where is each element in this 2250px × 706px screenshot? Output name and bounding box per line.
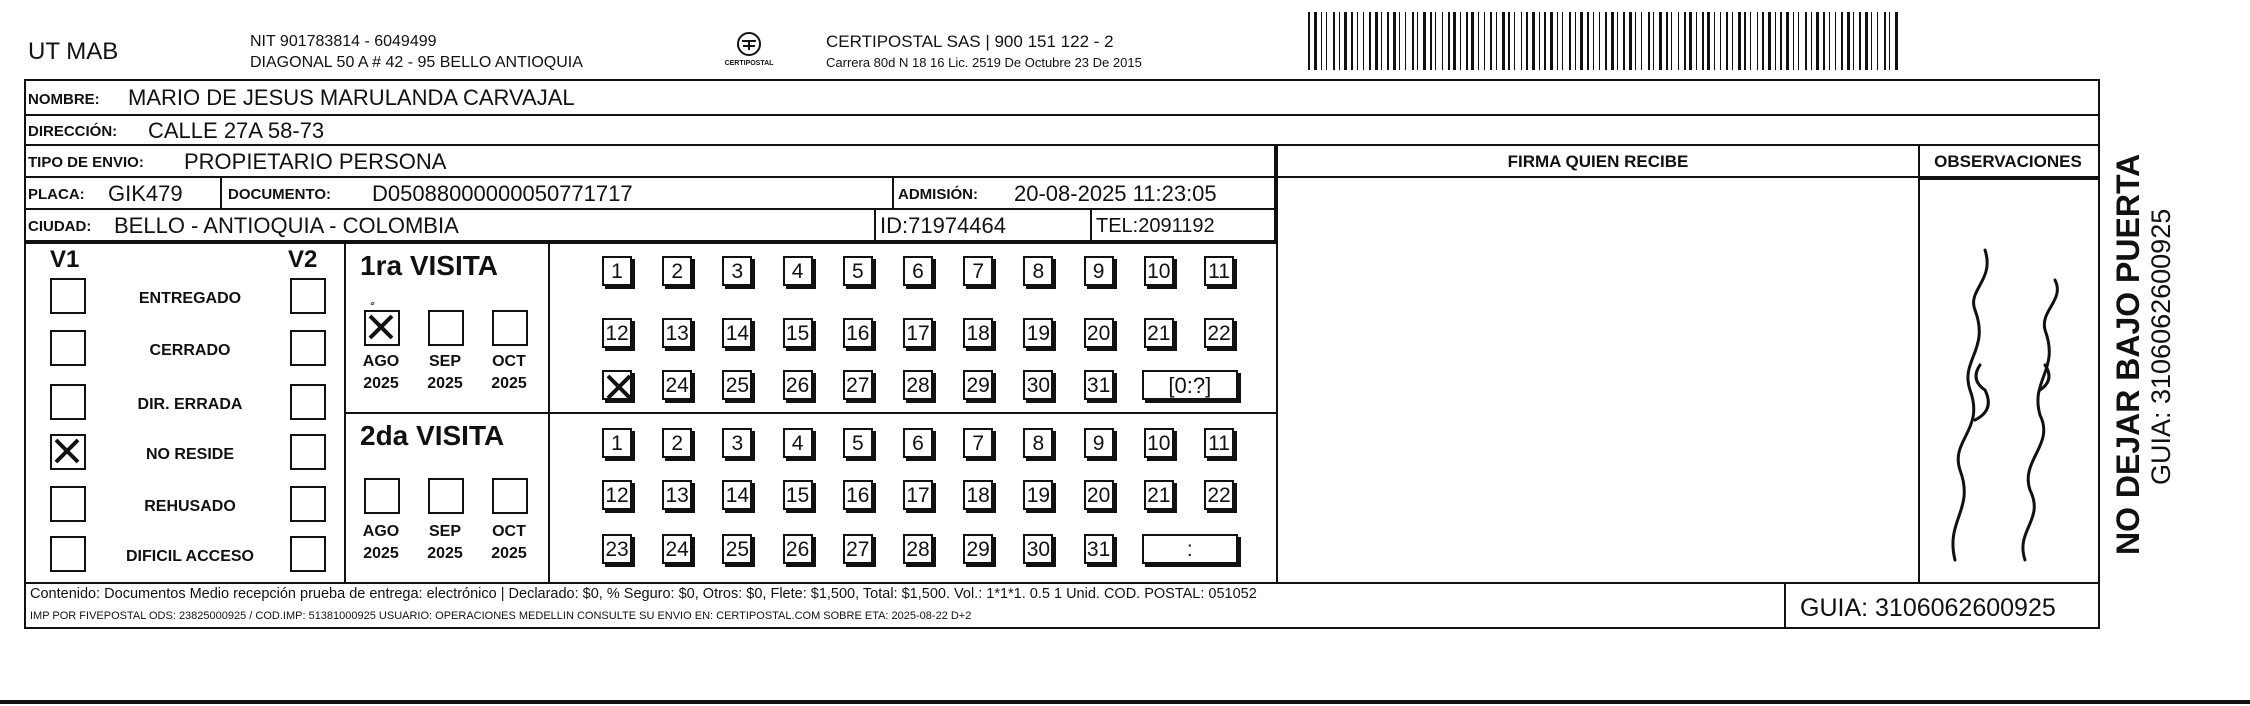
v2-header: V2	[288, 246, 318, 273]
status-label-1: ENTREGADO	[138, 290, 242, 307]
visit1-day-14[interactable]: 14	[722, 318, 752, 348]
visit2-day-30[interactable]: 30	[1023, 534, 1053, 564]
signature-header: FIRMA QUIEN RECIBE	[1507, 152, 1689, 171]
visit1-day-12[interactable]: 12	[602, 318, 632, 348]
recipient-tel: TEL:2091192	[1096, 215, 1215, 237]
visit1-title: 1ra VISITA	[360, 250, 498, 281]
name-row: NOMBRE: MARIO DE JESUS MARULANDA CARVAJAL	[24, 81, 2100, 116]
v2-checkbox-6[interactable]	[290, 536, 326, 572]
visit2-month-year-sep: 2025	[427, 545, 463, 562]
city: BELLO - ANTIOQUIA - COLOMBIA	[114, 213, 459, 238]
send-type-row: TIPO DE ENVIO: PROPIETARIO PERSONA	[24, 146, 1276, 178]
visit2-month-box-sep[interactable]	[428, 478, 464, 514]
visit1-day-17[interactable]: 17	[903, 318, 933, 348]
visit2-day-1[interactable]: 1	[602, 428, 632, 458]
visit2-day-17[interactable]: 17	[903, 480, 933, 510]
visit1-day-4[interactable]: 4	[783, 256, 813, 286]
status-label-5: REHUSADO	[144, 498, 236, 515]
visit1-day-24[interactable]: 24	[662, 370, 692, 400]
visit1-tick-mark: 𝅗	[370, 292, 376, 309]
v1-checkbox-5[interactable]	[50, 486, 86, 522]
company-name: UT MAB	[28, 38, 119, 65]
visit2-title: 2da VISITA	[360, 420, 505, 451]
visit2-day-16[interactable]: 16	[843, 480, 873, 510]
visit1-day-28[interactable]: 28	[903, 370, 933, 400]
side-notice: NO DEJAR BAJO PUERTA	[2110, 153, 2146, 555]
visit2-day-27[interactable]: 27	[843, 534, 873, 564]
visit1-day-22[interactable]: 22	[1204, 318, 1234, 348]
v1-header: V1	[50, 246, 80, 273]
observations-header: OBSERVACIONES	[1934, 152, 2082, 171]
footer-system: IMP POR FIVEPOSTAL ODS: 23825000925 / COD.IMP: 51381000925 USUARIO: OPERACIONES MEDELLIN CONSULTE SU ENVIO EN: CERTIPOSTAL.COM SOBRE ETA: 2025-08-22 D+2	[30, 610, 972, 622]
visit1-day-8[interactable]: 8	[1023, 256, 1053, 286]
visit1-day-19[interactable]: 19	[1023, 318, 1053, 348]
visit2-day-6[interactable]: 6	[903, 428, 933, 458]
visit1-month-label-oct: OCT	[492, 353, 526, 370]
visit1-day-29[interactable]: 29	[963, 370, 993, 400]
visit1-day-13[interactable]: 13	[662, 318, 692, 348]
visit1-month-box-ago[interactable]	[364, 310, 400, 346]
visit1-day-9[interactable]: 9	[1084, 256, 1114, 286]
visit1-day-23[interactable]	[602, 370, 632, 400]
visit2-month-year-ago: 2025	[363, 545, 399, 562]
company-nit: NIT 901783814 - 6049499	[250, 33, 437, 50]
carrier-name: CERTIPOSTAL SAS | 900 151 122 - 2	[826, 32, 1114, 51]
page-bottom-border	[0, 700, 2250, 704]
visit1-day-1[interactable]: 1	[602, 256, 632, 286]
visit1-day-25[interactable]: 25	[722, 370, 752, 400]
visit2-day-10[interactable]: 10	[1144, 428, 1174, 458]
plate: GIK479	[108, 181, 183, 206]
footer-content: Contenido: Documentos Medio recepción prueba de entrega: electrónico | Declarado: $0, % Seguro: $0, Otros: $0, Flete: $1,500, Total: $1,500. Vol.: 1*1*1. 0.5 1 Unid. COD. POSTAL: 051052	[30, 586, 1257, 602]
visit2-day-12[interactable]: 12	[602, 480, 632, 510]
status-label-3: DIR. ERRADA	[137, 396, 243, 413]
visit1-day-11[interactable]: 11	[1204, 256, 1234, 286]
visit2-day-22[interactable]: 22	[1204, 480, 1234, 510]
visit2-month-box-oct[interactable]	[492, 478, 528, 514]
visit2-day-15[interactable]: 15	[783, 480, 813, 510]
visit1-day-10[interactable]: 10	[1144, 256, 1174, 286]
carrier-address: Carrera 80d N 18 16 Lic. 2519 De Octubre 23 De 2015	[826, 55, 1142, 70]
visit2-day-23[interactable]: 23	[602, 534, 632, 564]
plate-row: PLACA: GIK479 DOCUMENTO: D05088000000050771717 ADMISIÓN: 20-08-2025 11:23:05	[24, 178, 1276, 210]
footer-guia: GUIA: 3106062600925	[1800, 594, 2056, 622]
visit2-day-20[interactable]: 20	[1084, 480, 1114, 510]
visit1-day-5[interactable]: 5	[843, 256, 873, 286]
address-row: DIRECCIÓN: CALLE 27A 58-73	[24, 116, 2100, 146]
visit2-day-29[interactable]: 29	[963, 534, 993, 564]
visit1-month-label-sep: SEP	[428, 353, 461, 370]
visit2-day-8[interactable]: 8	[1023, 428, 1053, 458]
visit1-time-box[interactable]: [0:?]	[1142, 370, 1238, 400]
visit1-day-21[interactable]: 21	[1144, 318, 1174, 348]
visit1-day-16[interactable]: 16	[843, 318, 873, 348]
v1-checkbox-3[interactable]	[50, 384, 86, 420]
visit2-month-label-sep: SEP	[428, 523, 461, 540]
handwritten-observation	[1915, 220, 2095, 580]
visit2-day-14[interactable]: 14	[722, 480, 752, 510]
v1-checkbox-4[interactable]	[50, 434, 86, 470]
visit1-day-31[interactable]: 31	[1084, 370, 1114, 400]
recipient-id: ID:71974464	[880, 213, 1006, 238]
visit2-day-3[interactable]: 3	[722, 428, 752, 458]
v2-checkbox-3[interactable]	[290, 384, 326, 420]
recipient-name: MARIO DE JESUS MARULANDA CARVAJAL	[128, 85, 575, 110]
visit1-day-30[interactable]: 30	[1023, 370, 1053, 400]
visit2-month-label-ago: AGO	[362, 523, 400, 540]
visit2-day-28[interactable]: 28	[903, 534, 933, 564]
visit2-month-box-ago[interactable]	[364, 478, 400, 514]
visit2-day-13[interactable]: 13	[662, 480, 692, 510]
v2-checkbox-1[interactable]	[290, 278, 326, 314]
status-label-6: DIFICIL ACCESO	[125, 548, 254, 565]
visit2-day-9[interactable]: 9	[1084, 428, 1114, 458]
visit2-day-5[interactable]: 5	[843, 428, 873, 458]
visit1-month-year-oct: 2025	[491, 375, 527, 392]
v2-checkbox-5[interactable]	[290, 486, 326, 522]
visit1-day-18[interactable]: 18	[963, 318, 993, 348]
visit1-month-year-sep: 2025	[427, 375, 463, 392]
visit1-month-box-sep[interactable]	[428, 310, 464, 346]
recipient-address: CALLE 27A 58-73	[148, 118, 325, 143]
status-label-4: NO RESIDE	[145, 446, 234, 463]
visit1-month-year-ago: 2025	[363, 375, 399, 392]
visit2-time-box[interactable]: :	[1142, 534, 1238, 564]
document-number: D05088000000050771717	[372, 181, 633, 206]
send-type: PROPIETARIO PERSONA	[184, 149, 447, 174]
v1-checkbox-1[interactable]	[50, 278, 86, 314]
signature-left-line	[1276, 146, 1278, 582]
visit2-day-26[interactable]: 26	[783, 534, 813, 564]
visit1-day-15[interactable]: 15	[783, 318, 813, 348]
visit1-month-box-oct[interactable]	[492, 310, 528, 346]
visit2-day-31[interactable]: 31	[1084, 534, 1114, 564]
visit2-day-18[interactable]: 18	[963, 480, 993, 510]
v1-checkbox-2[interactable]	[50, 330, 86, 366]
visit2-day-11[interactable]: 11	[1204, 428, 1234, 458]
v2-checkbox-4[interactable]	[290, 434, 326, 470]
status-bottom-line	[24, 582, 2098, 584]
visit2-day-25[interactable]: 25	[722, 534, 752, 564]
visit2-day-7[interactable]: 7	[963, 428, 993, 458]
side-guia: GUIA: 3106062600925	[2146, 208, 2176, 485]
visit1-day-20[interactable]: 20	[1084, 318, 1114, 348]
obs-header-underline-2	[1918, 178, 2098, 180]
visit1-day-7[interactable]: 7	[963, 256, 993, 286]
visit2-month-year-oct: 2025	[491, 545, 527, 562]
company-address: DIAGONAL 50 A # 42 - 95 BELLO ANTIOQUIA	[250, 54, 583, 71]
v1-checkbox-6[interactable]	[50, 536, 86, 572]
v2-checkbox-2[interactable]	[290, 330, 326, 366]
visit1-day-6[interactable]: 6	[903, 256, 933, 286]
barcode	[1306, 12, 1906, 74]
visit2-day-19[interactable]: 19	[1023, 480, 1053, 510]
visit1-day-3[interactable]: 3	[722, 256, 752, 286]
visit2-day-21[interactable]: 21	[1144, 480, 1174, 510]
city-row: CIUDAD: BELLO - ANTIOQUIA - COLOMBIA ID:71974464 TEL:2091192	[24, 210, 1276, 242]
visit2-month-label-oct: OCT	[492, 523, 526, 540]
visit2-day-24[interactable]: 24	[662, 534, 692, 564]
visit1-day-27[interactable]: 27	[843, 370, 873, 400]
admission-date: 20-08-2025 11:23:05	[1014, 181, 1217, 206]
visit2-day-2[interactable]: 2	[662, 428, 692, 458]
visit1-day-26[interactable]: 26	[783, 370, 813, 400]
status-label-2: CERRADO	[149, 342, 231, 359]
visit1-day-2[interactable]: 2	[662, 256, 692, 286]
visit1-month-label-ago: AGO	[362, 353, 400, 370]
certipostal-logo: CERTIPOSTAL	[714, 28, 784, 78]
visit2-day-4[interactable]: 4	[783, 428, 813, 458]
